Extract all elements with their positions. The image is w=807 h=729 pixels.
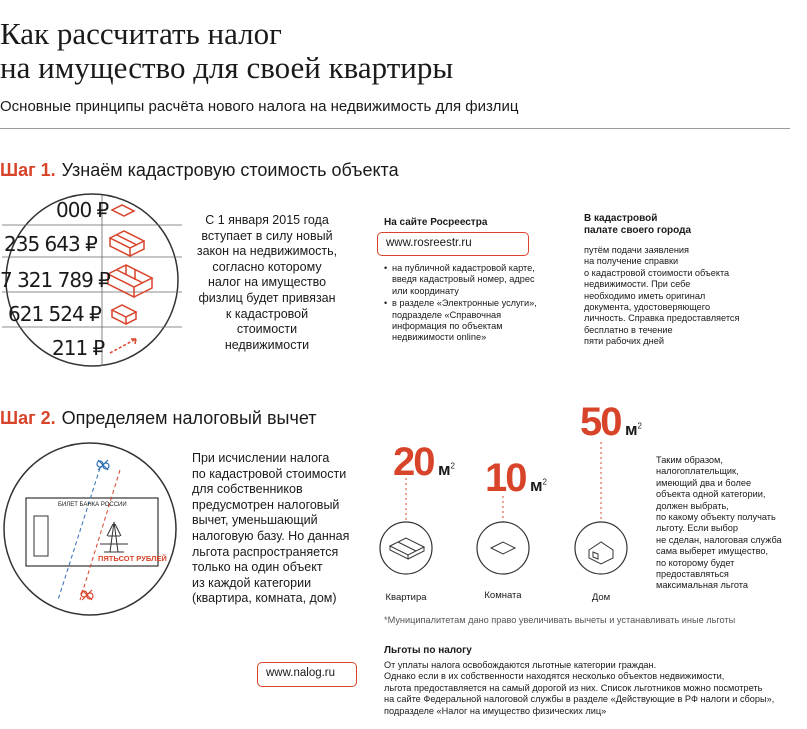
chamber-description: путём подачи заявления на получение справки о кадастровой стоимости объекта недвижимости. При себе необходимо иметь оригинал документа, удостоверяющего личность. Справка предоставляется бесплатно в течение пяти рабочих дней [584,245,740,347]
rosreestr-url-link[interactable]: www.rosreestr.ru [377,232,529,256]
page-title-line2: на имущество для своей квартиры [0,50,454,85]
step1-label: Шаг 1. [0,160,56,180]
cadastral-values-circle [0,190,185,370]
step2-body: При исчислении налога по кадастровой стоимости для собственников предусмотрен налоговый вычет, уменьшающий налоговую базу. Но данная льгота распространяется только на один объект из каждой категории (квартира, комната, дом) [192,451,350,606]
cadastral-value-3: 7 321 789 ₽ [0,268,110,292]
chamber-title: В кадастровой палате своего города [584,213,692,236]
benefits-title: Льготы по налогу [384,645,472,656]
page-title-line1: Как рассчитать налог [0,16,282,51]
rosreestr-bullet-map: • на публичной кадастровой карте, введя кадастровый номер, адрес или координату [392,263,543,297]
step2-heading [0,408,316,429]
banknote-value-text: ПЯТЬСОТ РУБЛЕЙ [98,554,167,563]
rosreestr-instructions [383,263,543,345]
banknote-circle [0,440,185,618]
municipal-footnote: *Муниципалитетам дано право увеличивать вычеты и устанавливать иные льготы [384,615,736,625]
deduction-room-value: 10 $м^2$ [485,456,547,500]
cadastral-value-1: 000 ₽ [56,198,109,222]
cadastral-value-2: 235 643 ₽ [4,232,97,256]
cadastral-value-5: 211 ₽ [52,336,105,360]
step1-title: Узнаём кадастровую стоимость объекта [61,160,399,180]
deduction-house-value: 50 $м^2$ [580,400,642,444]
deduction-apartment-label: Квартира [385,592,427,603]
step2-title: Определяем налоговый вычет [61,408,317,428]
banknote-top-text: БИЛЕТ БАНКА РОССИИ [58,502,127,508]
step1-heading [0,160,399,181]
nalog-url-link[interactable]: www.nalog.ru [257,662,357,687]
rosreestr-title: На сайте Росреестра [384,217,488,228]
deduction-room-label: Комната [484,590,522,601]
banknote-graphic [0,440,185,618]
step2-right-text: Таким образом, налогоплательщик, имеющий два и более объекта одной категории, должен выбрать, по какому объекту получать льготу. Если выбор не сделан, налоговая служба сама выберет имущество, по которому будет предоставляться максимальная льгота [656,455,782,591]
step1-body: С 1 января 2015 года вступает в силу новый закон на недвижимость, согласно которому налог на имущество физлиц будет привязан к кадастровой стоимости недвижимости [196,213,338,352]
cadastral-value-4: 621 524 ₽ [8,302,101,326]
page-subtitle: Основные принципы расчёта нового налога на недвижимость для физлиц [0,98,519,115]
rosreestr-bullet-services: • в разделе «Электронные услуги», подразделе «Справочная информация по объектам недвижимости online» [392,298,543,344]
benefits-text: От уплаты налога освобождаются льготные категории граждан. Однако если в их собственности находятся несколько объектов недвижимости, льгота предоставляется на самый дорогой из них. Список льготников можно посмотреть на сайте Федеральной налоговой службы в разделе «Действующие в РФ налоги и сборы», подразделе «Налог на имущество физических лиц» [384,660,775,716]
step2-label: Шаг 2. [0,408,56,428]
header-divider [0,128,790,129]
deduction-house-label: Дом [591,592,611,603]
deduction-icons-graphic [370,400,640,580]
deduction-apartment-value: 20 $м^2$ [393,440,455,484]
